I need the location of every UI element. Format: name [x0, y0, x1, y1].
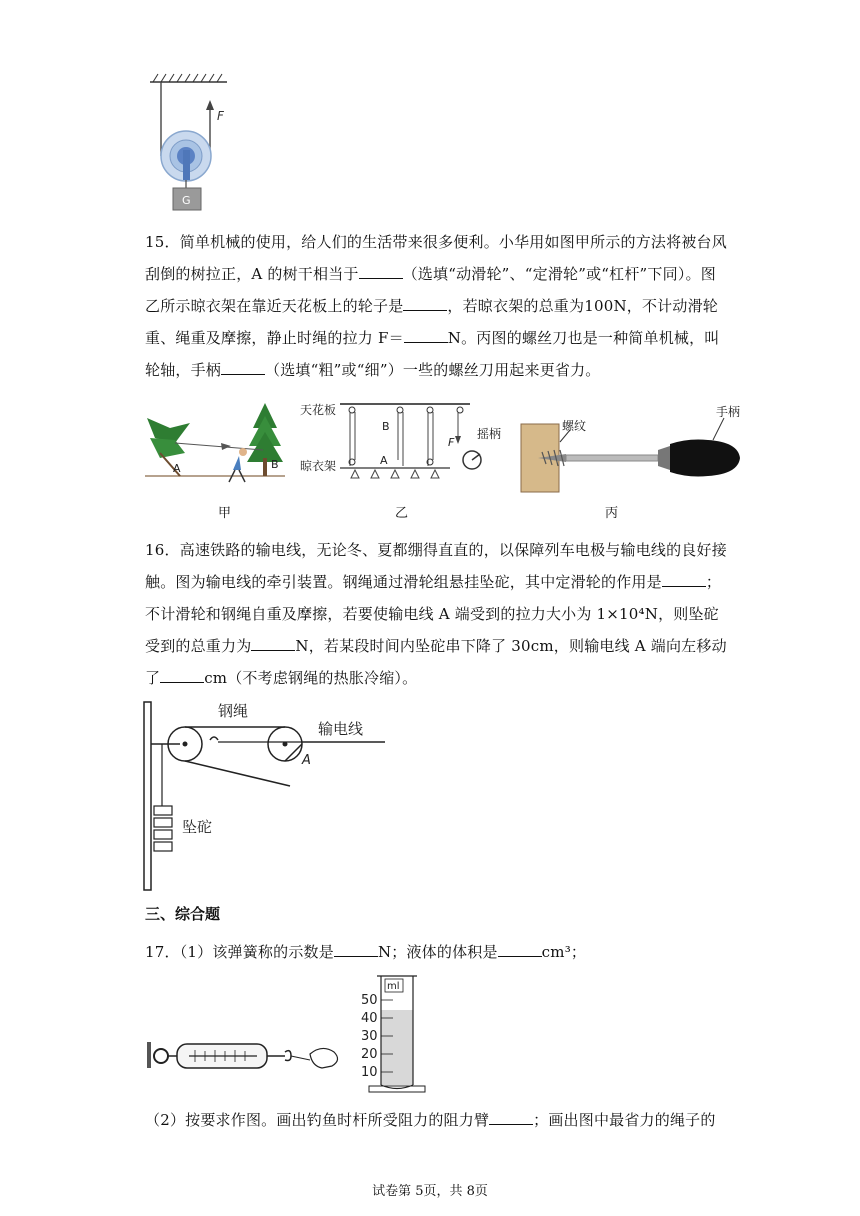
q16-text-4: cm（不考虑钢绳的热胀冷缩）。 — [204, 669, 418, 687]
question-number: 15． — [145, 233, 180, 251]
q16-text-3: N，若某段时间内坠砣串下降了 30cm，则输电线 A 端向左移动了 — [145, 637, 727, 687]
q15-text-3: ，若晾衣架的总重为100N，不计动滑轮重、绳重及摩擦，静止时绳的拉力 F＝ — [145, 297, 718, 347]
fig15-yi-label-b: B — [382, 420, 390, 433]
fig15-yi-label-a: A — [380, 454, 388, 467]
cylinder-tick-10: 10 — [361, 1065, 378, 1080]
fig15-jia-label-b: B — [271, 458, 279, 471]
fig16-wire-label: 输电线 — [318, 720, 364, 738]
q17-part2-b: ；画出图中最省力的绳子的 — [533, 1111, 716, 1129]
fig15-bing-thread-label: 螺纹 — [562, 419, 587, 433]
cylinder-tick-30: 30 — [361, 1029, 378, 1044]
answer-blank[interactable] — [498, 942, 542, 957]
fig15-bing-handle-label: 手柄 — [716, 405, 741, 419]
q17-part1-b: N；液体的体积是 — [377, 943, 498, 961]
fig15-yi-diagram — [300, 398, 510, 498]
answer-blank[interactable] — [359, 264, 403, 279]
answer-blank[interactable] — [334, 942, 378, 957]
fig15-bing-diagram — [518, 400, 743, 495]
q15-text-2: （选填“动滑轮”、“定滑轮”或“杠杆”下同）。图乙所示晾衣架在靠近天花板上的轮子是 — [145, 265, 716, 315]
q15-text-4: N。丙图的螺丝刀也是一种简单机械，叫轮轴，手柄 — [145, 329, 720, 379]
fig15-yi-force-label: F — [448, 436, 455, 449]
q17-part2-a: （2）按要求作图。画出钓鱼时杆所受阻力的阻力臂 — [145, 1111, 490, 1129]
q17-part1-a: （1）该弹簧称的示数是 — [179, 943, 334, 961]
fig17-graduated-cylinder — [355, 970, 430, 1096]
page-footer: 试卷第 5页，共 8页 — [372, 1184, 488, 1199]
fig15-jia-diagram — [145, 398, 290, 493]
q15-text-1: 简单机械的使用，给人们的生活带来很多便利。小华用如图甲所示的方法将被台风刮倒的树拉正，A 的树干相当于 — [145, 233, 727, 283]
fig16-traction-diagram — [140, 698, 390, 894]
question-17-part-2 — [145, 1104, 735, 1136]
answer-blank[interactable] — [662, 572, 706, 587]
answer-blank[interactable] — [404, 328, 448, 343]
q17-part1-c: cm³； — [541, 943, 587, 961]
answer-blank[interactable] — [160, 668, 204, 683]
fig15-yi-caption: 乙 — [395, 506, 409, 521]
question-number: 16． — [145, 541, 180, 559]
answer-blank[interactable] — [403, 296, 447, 311]
fig15-yi-crank-label: 摇柄 — [477, 427, 502, 441]
fig15-yi-rack-label: 晾衣架 — [300, 459, 337, 473]
cylinder-tick-20: 20 — [361, 1047, 378, 1062]
question-15-text — [145, 226, 730, 386]
question-number: 17． — [145, 943, 180, 961]
answer-blank[interactable] — [489, 1110, 533, 1125]
fig15-yi-ceiling-label: 天花板 — [300, 403, 337, 417]
fig16-weight-label: 坠砣 — [182, 818, 213, 836]
fig14-weight-label: G — [182, 194, 191, 207]
q15-text-5: （选填“粗”或“细”）一些的螺丝刀用起来更省力。 — [265, 361, 601, 379]
section-title: 三、综合题 — [145, 905, 221, 923]
question-17-part-1 — [145, 936, 725, 968]
fig14-force-label: F — [217, 109, 224, 123]
cylinder-tick-50: 50 — [361, 993, 378, 1008]
fig15-jia-label-a: A — [173, 462, 181, 475]
q16-text-1: 高速铁路的输电线，无论冬、夏都绷得直直的，以保障列车电极与输电线的良好接触。图为输电线的牵引装置。钢绳通过滑轮组悬挂坠砣，其中定滑轮的作用是 — [145, 541, 727, 591]
question-16-text — [145, 534, 730, 694]
fig15-bing-caption: 丙 — [605, 506, 619, 521]
cylinder-tick-40: 40 — [361, 1011, 378, 1026]
cylinder-unit: ml — [387, 981, 400, 992]
fig16-end-label: A — [302, 753, 311, 768]
answer-blank[interactable] — [251, 636, 295, 651]
fig17-spring-scale — [145, 1024, 345, 1084]
fig16-rope-label: 钢绳 — [218, 702, 249, 720]
q16-text-2: ；不计滑轮和钢绳自重及摩擦，若要使输电线 A 端受到的拉力大小为 1×10⁴N，则坠砣受到的总重力为 — [145, 573, 722, 655]
fig14-pulley-diagram — [145, 70, 235, 215]
answer-blank[interactable] — [221, 360, 265, 375]
fig15-jia-caption: 甲 — [218, 506, 232, 521]
